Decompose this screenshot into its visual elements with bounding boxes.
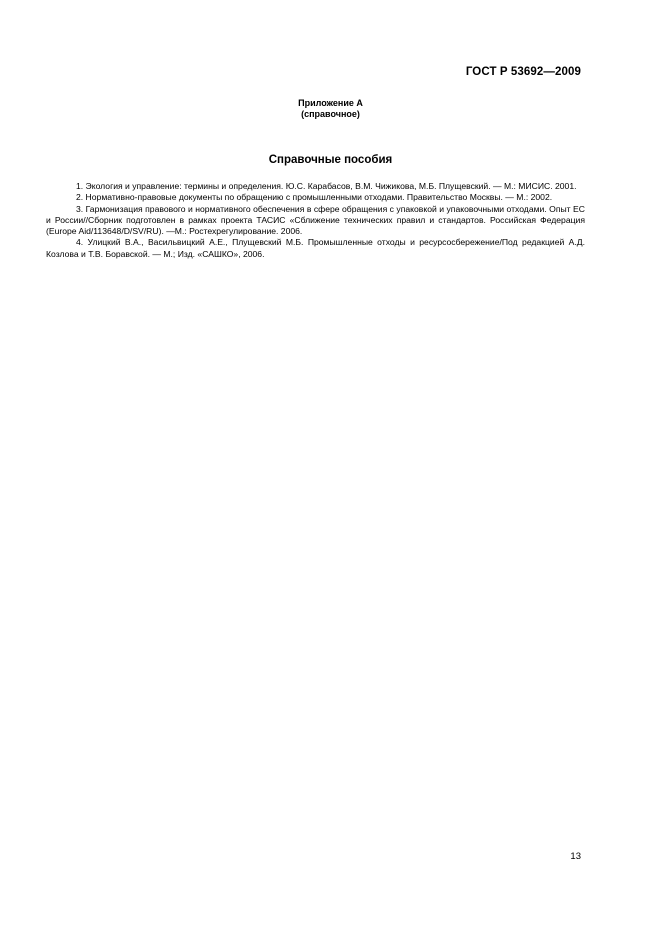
reference-item: 4. Улицкий В.А., Васильвицкий А.Е., Плущевский М.Б. Промышленные отходы и ресурсосбережение/Под редакцией А.Д. Козлова и Т.В. Боравской. — М.; Изд. «САШКО», 2006. [46,237,585,259]
document-code: ГОСТ Р 53692—2009 [465,66,581,78]
appendix-heading [0,98,661,120]
appendix-title: Приложение А [298,98,363,108]
reference-item: 1. Экология и управление: термины и определения. Ю.С. Карабасов, В.М. Чижикова, М.Б. Плущевский. — М.: МИСИС. 2001. [76,181,577,191]
section-title: Справочные пособия [268,154,393,166]
appendix-subtitle: (справочное) [301,109,360,119]
reference-list [46,181,585,260]
reference-item: 2. Нормативно-правовые документы по обращению с промышленными отходами. Правительство Москвы. — М.: 2002. [76,192,553,203]
reference-item: 3. Гармонизация правового и нормативного обеспечения в сфере обращения с упаковкой и упаковочными отходами. Опыт ЕС и России//Сборник подготовлен в рамках проекта ТАСИС «Сближение технических правил и стандартов. Российская Федерация (Europe Aid/113648/D/SV/RU). —М.: Ростехрегулирование. 2006. [46,203,585,237]
page-number: 13 [570,851,581,862]
